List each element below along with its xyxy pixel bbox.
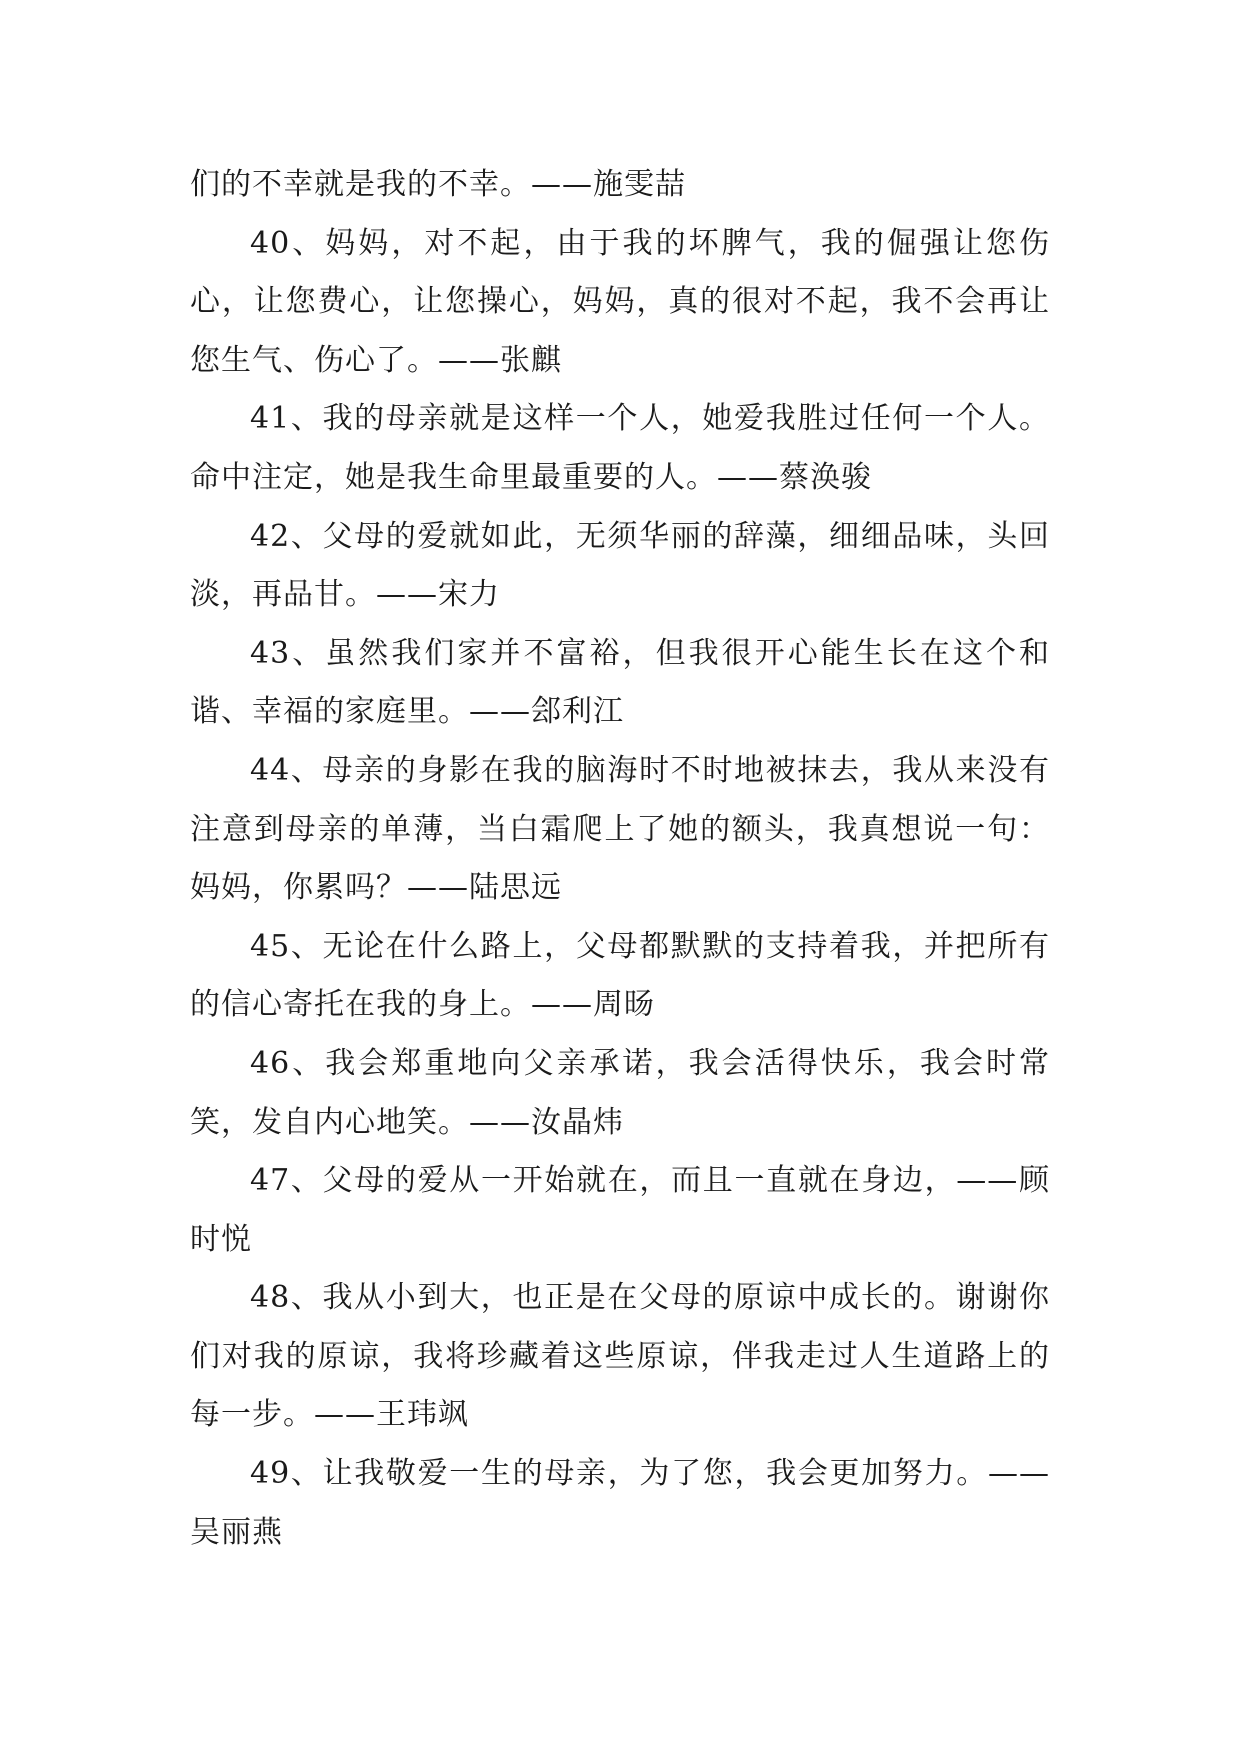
document-body	[190, 156, 1050, 1562]
paragraph-47: 47、父母的爱从一开始就在，而且一直就在身边，——顾时悦	[190, 1163, 1050, 1257]
paragraph-49: 49、让我敬爱一生的母亲，为了您，我会更加努力。——吴丽燕	[190, 1456, 1050, 1550]
paragraph-41: 41、我的母亲就是这样一个人，她爱我胜过任何一个人。命中注定，她是我生命里最重要的人。——蔡涣骏	[190, 401, 1050, 495]
paragraph-48: 48、我从小到大，也正是在父母的原谅中成长的。谢谢你们对我的原谅，我将珍藏着这些原谅，伴我走过人生道路上的每一步。——王玮飒	[190, 1280, 1050, 1433]
paragraph-continuation: 们的不幸就是我的不幸。——施雯喆	[190, 167, 686, 202]
paragraph-45: 45、无论在什么路上，父母都默默的支持着我，并把所有的信心寄托在我的身上。——周旸	[190, 928, 1050, 1023]
paragraph-40: 40、妈妈，对不起，由于我的坏脾气，我的倔强让您伤心，让您费心，让您操心，妈妈，真的很对不起，我不会再让您生气、伤心了。——张麒	[190, 225, 1050, 378]
paragraph-43: 43、虽然我们家并不富裕，但我很开心能生长在这个和谐、幸福的家庭里。——郐利江	[190, 635, 1050, 730]
paragraph-42: 42、父母的爱就如此，无须华丽的辞藻，细细品味，头回淡，再品甘。——宋力	[190, 518, 1050, 613]
paragraph-44: 44、母亲的身影在我的脑海时不时地被抹去，我从来没有注意到母亲的单薄，当白霜爬上了她的额头，我真想说一句：妈妈，你累吗？——陆思远	[190, 752, 1050, 906]
paragraph-46: 46、我会郑重地向父亲承诺，我会活得快乐，我会时常笑，发自内心地笑。——汝晶炜	[190, 1045, 1050, 1140]
